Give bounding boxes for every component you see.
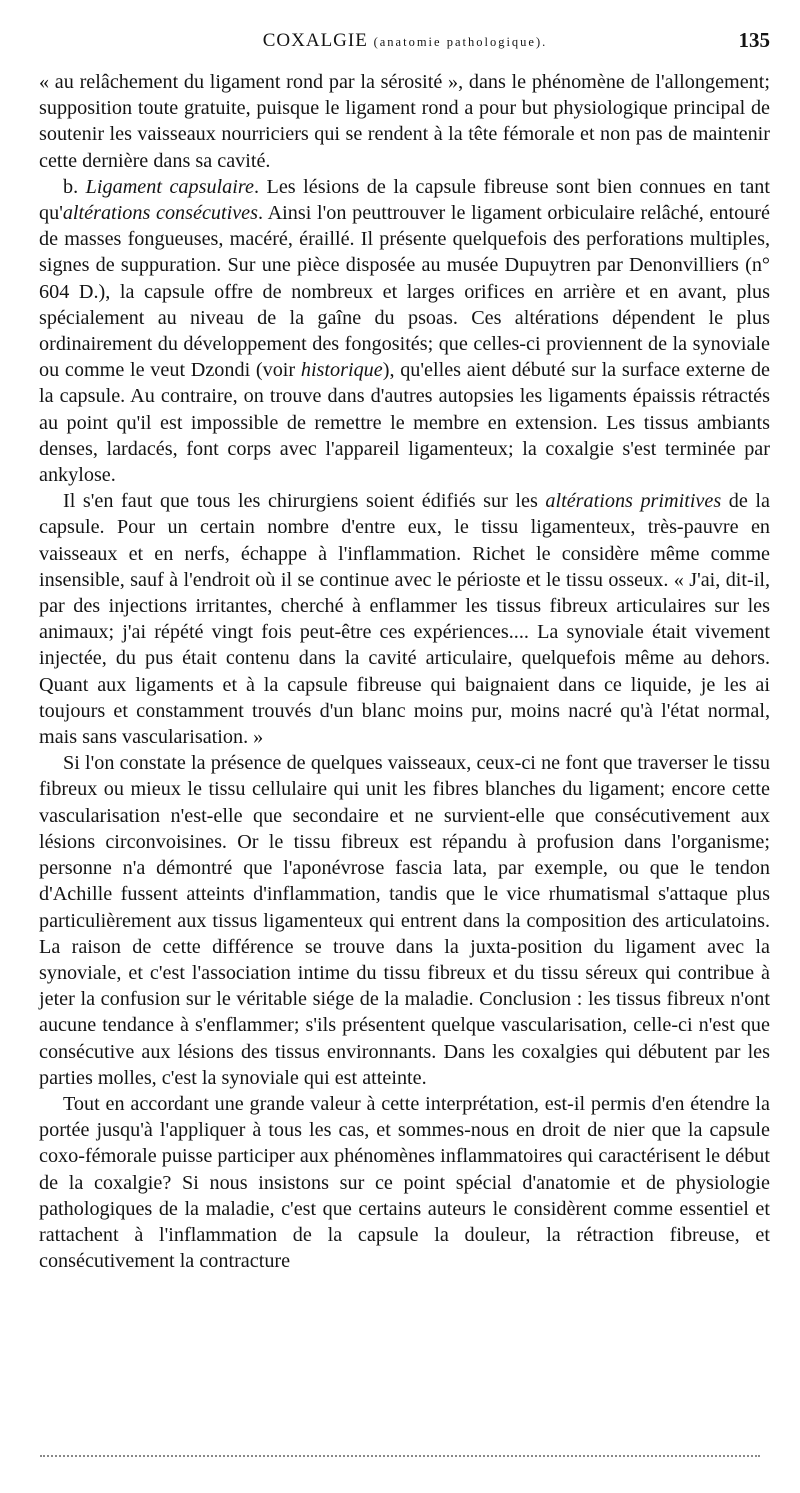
paragraph-5-interpretation [39,1091,770,1274]
text-run: . Les lésions de la capsule fibreuse sont bien connues en tant qu' [39,175,770,225]
italic-text-run: altérations primitives [545,490,722,513]
paragraph-4-vascularisation [39,750,770,1091]
text-run: Tout en accordant une grande valeur à cette interprétation, est-il permis d'en étendre la portée jusqu'à l'appliquer à tous les cas, et sommes-nous en droit de nier que la capsule coxo-fémorale puisse participer aux phénomènes inflammatoires qui caractérisent le début de la coxalgie? Si nous insistons sur ce point spécial d'anatomie et de physiologie pathologiques de la maladie, c'est que certains auteurs le considèrent comme essentiel et rattachent à l'inflammation de la capsule la douleur, la rétraction fibreuse, et consécutivement la contracture [39,1092,770,1273]
text-run: « au relâchement du ligament rond par la sérosité », dans le phénomène de l'allongement; supposition toute gratuite, puisque le ligament rond a pour but physiologique principal de soutenir les vaisseaux nourriciers qui se rendent à la tête fémorale et non pas de maintenir cette dernière dans sa cavité. [39,71,770,172]
text-run: b. [63,175,86,198]
paragraph-2-ligament-capsulaire [39,174,770,488]
paragraph-1 [39,69,770,174]
text-run: Il s'en faut que tous les chirurgiens soient édifiés sur les [63,490,546,513]
footer-dotted-rule [40,1455,760,1457]
text-run: . Ainsi l'on peuttrouver le ligament orbiculaire relâché, entouré de masses fongueuses, macéré, éraillé. Il présente quelquefois des perforations multiples, signes de suppuration. Sur une pièce disposée au musée Dupuytren par Denonvilliers (n° 604 D.), la capsule offre de nombreux et larges orifices en arrière et en avant, plus spécialement au niveau de la gaîne du psoas. Ces altérations dépendent le plus ordinairement du développement des fongosités; que celles-ci proviennent de la synoviale ou comme le veut Dzondi (voir [39,202,770,382]
running-head-title-sub: (anatomie pathologique). [373,35,548,49]
italic-text-run: Ligament capsulaire [85,175,254,198]
text-run: de la capsule. Pour un certain nombre d'entre eux, le tissu ligamenteux, très-pauvre en vaisseaux et en nerfs, échappe à l'inflammation. Richet le considère même comme insensible, sauf à l'endroit où il se continue avec le périoste et le tissu osseux. « J'ai, dit-il, par des injections irritantes, cherché à enflammer les tissus fibreux articulaires sur les animaux; j'ai répété vingt fois peut-être ces expériences.... La synoviale était vivement injectée, du pus était contenu dans la cavité articulaire, quelquefois même au dehors. Quant aux ligaments et à la capsule fibreuse qui baignaient dans ce liquide, je les ai toujours et constamment trouvés d'un blanc moins pur, moins nacré qu'à l'état normal, mais sans vascularisation. » [39,490,770,749]
text-run: Si l'on constate la présence de quelques vaisseaux, ceux-ci ne font que traverser le tissu fibreux ou mieux le tissu cellulaire qui unit les fibres blanches du ligament; encore cette vascularisation n'est-elle que secondaire et ne survient-elle que consécutivement aux lésions circonvoisines. Or le tissu fibreux est répandu à profusion dans l'organisme; personne n'a démontré que l'aponévrose fascia lata, par exemple, ou que le tendon d'Achille fussent atteints d'inflammation, tandis que le vice rhumatismal s'attaque plus particulièrement aux tissus ligamenteux qui entrent dans la composition des articulatoins. La raison de cette différence se trouve dans la juxta-position du ligament avec la synoviale, et c'est l'association intime du tissu fibreux et du tissu séreux qui contribue à jeter la confusion sur le véritable siége de la maladie. Conclusion : les tissus fibreux n'ont aucune tendance à s'enflammer; s'ils présentent quelque vascularisation, celle-ci n'est que consécutive aux lésions des tissus environnants. Dans les coxalgies qui débutent par les parties molles, c'est la synoviale qui est atteinte. [39,752,770,1089]
body-text [39,69,770,1274]
running-head [40,30,770,60]
text-run: ), qu'elles aient débuté sur la surface externe de la capsule. Au contraire, on trouve dans d'autres autopsies les ligaments épaissis rétractés au point qu'il est impossible de remettre le membre en extension. Les tissus ambiants denses, lardacés, font corps avec l'appareil ligamenteux; la coxalgie s'est terminée par ankylose. [39,359,770,487]
paragraph-3-alterations-primitives [39,488,770,750]
italic-text-run: historique [300,359,383,382]
running-head-title-main: COXALGIE [262,30,368,51]
page-number: 135 [738,28,770,52]
running-head-title [40,30,770,52]
italic-text-run: altérations consécutives [62,202,258,225]
